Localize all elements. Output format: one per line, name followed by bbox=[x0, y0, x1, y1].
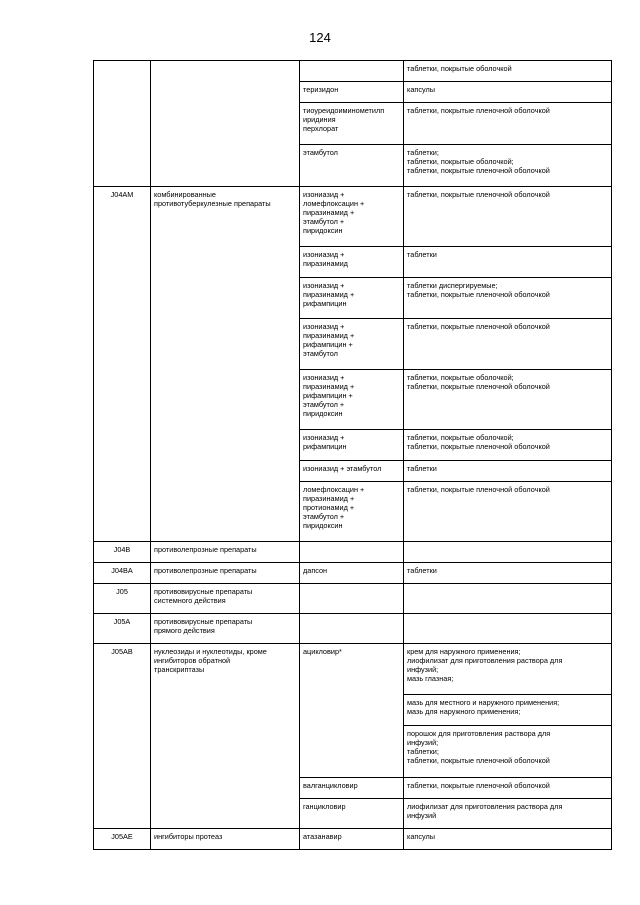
dosage-form-line: таблетки, покрытые пленочной оболочкой bbox=[407, 756, 550, 766]
dosage-form-line: таблетки; bbox=[407, 747, 439, 757]
drug-name-cell bbox=[300, 614, 404, 644]
drug-name-cell-text: этамбутол bbox=[303, 148, 338, 157]
dosage-form-cell bbox=[404, 461, 612, 482]
drug-name-cell bbox=[300, 370, 404, 430]
group-name-cell bbox=[151, 563, 300, 584]
group-name-cell bbox=[151, 584, 300, 614]
dosage-form-cell bbox=[404, 370, 612, 430]
drug-name-cell bbox=[300, 584, 404, 614]
dosage-form-cell bbox=[404, 726, 612, 778]
group-name-cell bbox=[151, 187, 300, 542]
drug-name-cell bbox=[300, 829, 404, 850]
drug-name-cell-text: изониазид + ломефлоксацин + пиразинамид + этамбутол + пиридоксин bbox=[303, 190, 365, 236]
drug-name-cell bbox=[300, 461, 404, 482]
dosage-form-line: капсулы bbox=[407, 832, 436, 841]
table-row bbox=[94, 829, 612, 850]
dosage-form-cell bbox=[404, 103, 612, 145]
dosage-form-line: крем для наружного применения; bbox=[407, 647, 521, 656]
group-name-cell bbox=[151, 61, 300, 187]
dosage-form-line: мазь для местного и наружного применения; bbox=[407, 698, 560, 707]
drug-name-cell-text: ганцикловир bbox=[303, 802, 346, 811]
drug-name-cell-text: изониазид + рифампицин bbox=[303, 433, 347, 452]
group-name-cell bbox=[151, 644, 300, 829]
page-number: 124 bbox=[309, 30, 331, 45]
dosage-form-line: таблетки, покрытые пленочной оболочкой bbox=[407, 190, 550, 199]
dosage-form-line: таблетки, покрытые пленочной оболочкой bbox=[407, 322, 550, 331]
dosage-form-line: лиофилизат для приготовления раствора для bbox=[407, 656, 563, 666]
atc-code-cell bbox=[94, 644, 151, 829]
atc-code-cell bbox=[94, 829, 151, 850]
dosage-form-cell bbox=[404, 61, 612, 82]
atc-code-cell-text: J05A bbox=[113, 617, 131, 626]
drug-name-cell-text: ломефлоксацин + пиразинамид + протионамид + этамбутол + пиридоксин bbox=[303, 485, 365, 531]
dosage-form-cell bbox=[404, 82, 612, 103]
drug-name-cell-text: изониазид + пиразинамид + рифампицин + этамбутол + пиридоксин bbox=[303, 373, 355, 419]
dosage-form-cell bbox=[404, 319, 612, 370]
dosage-form-line: инфузий bbox=[407, 811, 437, 821]
drug-name-cell bbox=[300, 482, 404, 542]
drug-name-cell-text: теризидон bbox=[303, 85, 339, 94]
atc-code-cell-text: J05AE bbox=[111, 832, 133, 841]
table-row bbox=[94, 614, 612, 644]
drug-name-cell-text: изониазид + пиразинамид bbox=[303, 250, 348, 269]
drug-name-cell-text: атазанавир bbox=[303, 832, 342, 841]
drug-name-cell bbox=[300, 247, 404, 278]
group-name-cell-text: противолепрозные препараты bbox=[154, 566, 257, 575]
group-name-cell-text: противовирусные препараты прямого действия bbox=[154, 617, 253, 636]
atc-code-cell bbox=[94, 542, 151, 563]
drug-name-cell bbox=[300, 82, 404, 103]
atc-code-cell-text: J05 bbox=[116, 587, 128, 596]
drug-name-cell bbox=[300, 61, 404, 82]
dosage-form-line: таблетки, покрытые пленочной оболочкой bbox=[407, 166, 550, 176]
table-row bbox=[94, 563, 612, 584]
dosage-form-cell bbox=[404, 778, 612, 799]
dosage-form-line: инфузий; bbox=[407, 665, 439, 675]
dosage-form-line: таблетки, покрытые пленочной оболочкой bbox=[407, 382, 550, 392]
dosage-form-cell bbox=[404, 799, 612, 829]
atc-code-cell-text: J04BA bbox=[111, 566, 133, 575]
drug-name-cell bbox=[300, 563, 404, 584]
dosage-form-line: таблетки, покрытые оболочкой; bbox=[407, 433, 514, 442]
dosage-form-line: таблетки, покрытые пленочной оболочкой bbox=[407, 442, 550, 452]
table-row bbox=[94, 644, 612, 695]
atc-code-cell bbox=[94, 563, 151, 584]
drug-name-cell-text: валганцикловир bbox=[303, 781, 358, 790]
group-name-cell-text: нуклеозиды и нуклеотиды, кроме ингибиторов обратной транскриптазы bbox=[154, 647, 267, 675]
dosage-form-line: таблетки bbox=[407, 464, 437, 473]
dosage-form-line: таблетки, покрытые пленочной оболочкой bbox=[407, 485, 550, 494]
drug-name-cell bbox=[300, 542, 404, 563]
drug-name-cell bbox=[300, 430, 404, 461]
drug-name-cell-text: ацикловир* bbox=[303, 647, 342, 656]
drug-name-cell bbox=[300, 278, 404, 319]
atc-code-cell-text: J05AB bbox=[111, 647, 133, 656]
group-name-cell-text: ингибиторы протеаз bbox=[154, 832, 223, 841]
drug-name-cell-text: изониазид + пиразинамид + рифампицин + этамбутол bbox=[303, 322, 355, 359]
drug-list-table bbox=[93, 60, 612, 850]
dosage-form-cell bbox=[404, 563, 612, 584]
dosage-form-line: капсулы bbox=[407, 85, 436, 94]
dosage-form-line: порошок для приготовления раствора для bbox=[407, 729, 551, 738]
group-name-cell bbox=[151, 614, 300, 644]
dosage-form-line: таблетки, покрытые пленочной оболочкой bbox=[407, 781, 550, 790]
dosage-form-line: таблетки bbox=[407, 250, 437, 259]
drug-name-cell bbox=[300, 103, 404, 145]
dosage-form-cell bbox=[404, 187, 612, 247]
dosage-form-line: таблетки bbox=[407, 566, 437, 575]
dosage-form-cell bbox=[404, 695, 612, 726]
dosage-form-line: лиофилизат для приготовления раствора для bbox=[407, 802, 563, 811]
table-row bbox=[94, 584, 612, 614]
dosage-form-line: мазь для наружного применения; bbox=[407, 707, 521, 717]
dosage-form-cell bbox=[404, 584, 612, 614]
dosage-form-cell bbox=[404, 482, 612, 542]
dosage-form-cell bbox=[404, 829, 612, 850]
drug-name-cell bbox=[300, 319, 404, 370]
dosage-form-line: таблетки, покрытые пленочной оболочкой bbox=[407, 290, 550, 300]
dosage-form-line: таблетки; bbox=[407, 148, 439, 157]
drug-name-cell bbox=[300, 799, 404, 829]
table-row bbox=[94, 61, 612, 82]
table-row bbox=[94, 187, 612, 247]
atc-code-cell bbox=[94, 584, 151, 614]
drug-name-cell-text: дапсон bbox=[303, 566, 328, 575]
drug-name-cell bbox=[300, 187, 404, 247]
dosage-form-cell bbox=[404, 247, 612, 278]
group-name-cell bbox=[151, 542, 300, 563]
group-name-cell-text: комбинированные противотуберкулезные препараты bbox=[154, 190, 271, 209]
atc-code-cell-text: J04B bbox=[113, 545, 131, 554]
dosage-form-line: таблетки, покрытые оболочкой bbox=[407, 64, 512, 73]
table-row bbox=[94, 542, 612, 563]
dosage-form-line: инфузий; bbox=[407, 738, 439, 748]
drug-name-cell bbox=[300, 145, 404, 187]
drug-name-cell-text: изониазид + этамбутол bbox=[303, 464, 382, 473]
drug-name-cell-text: тиоуреидоиминометилп иридиния перхлорат bbox=[303, 106, 385, 134]
drug-name-cell bbox=[300, 778, 404, 799]
atc-code-cell bbox=[94, 614, 151, 644]
dosage-form-line: таблетки, покрытые пленочной оболочкой bbox=[407, 106, 550, 115]
drug-name-cell-text: изониазид + пиразинамид + рифампицин bbox=[303, 281, 355, 309]
dosage-form-cell bbox=[404, 614, 612, 644]
dosage-form-cell bbox=[404, 278, 612, 319]
atc-code-cell bbox=[94, 61, 151, 187]
group-name-cell-text: противовирусные препараты системного действия bbox=[154, 587, 253, 606]
dosage-form-line: таблетки диспергируемые; bbox=[407, 281, 498, 290]
dosage-form-line: таблетки, покрытые оболочкой; bbox=[407, 157, 514, 167]
group-name-cell bbox=[151, 829, 300, 850]
dosage-form-line: мазь глазная; bbox=[407, 674, 454, 684]
atc-code-cell bbox=[94, 187, 151, 542]
dosage-form-cell bbox=[404, 430, 612, 461]
atc-code-cell-text: J04AM bbox=[110, 190, 134, 199]
dosage-form-line: таблетки, покрытые оболочкой; bbox=[407, 373, 514, 382]
group-name-cell-text: противолепрозные препараты bbox=[154, 545, 257, 554]
dosage-form-cell bbox=[404, 542, 612, 563]
drug-name-cell bbox=[300, 644, 404, 778]
dosage-form-cell bbox=[404, 145, 612, 187]
dosage-form-cell bbox=[404, 644, 612, 695]
